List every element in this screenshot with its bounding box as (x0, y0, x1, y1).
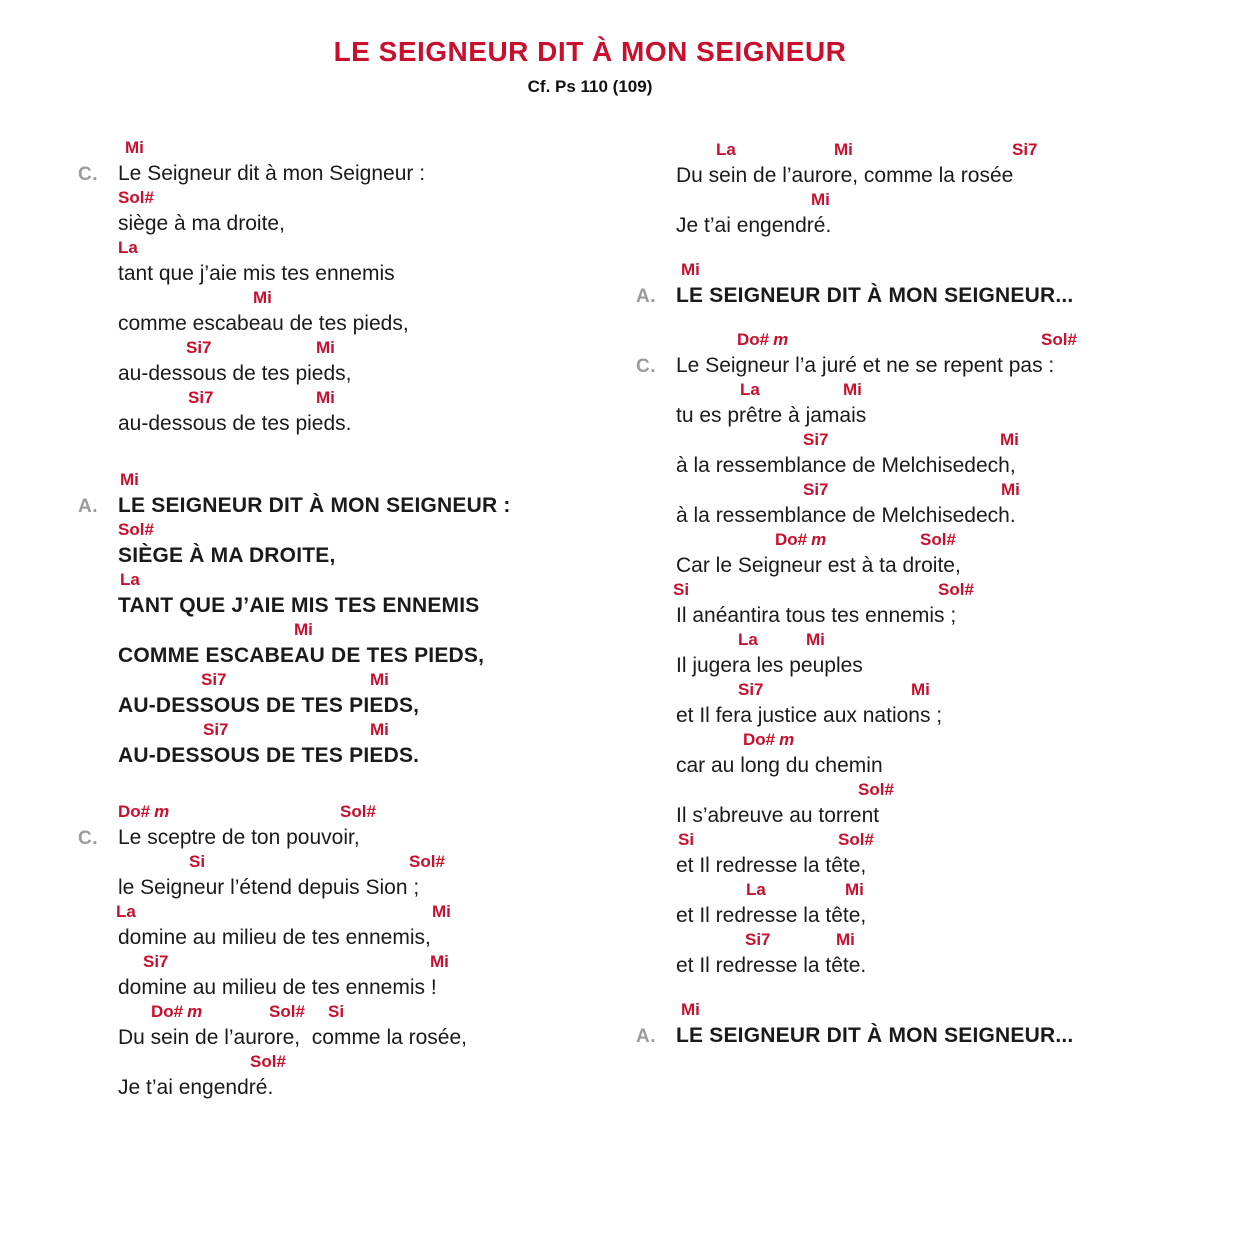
chord-lyric-pair (676, 728, 1073, 778)
chord-minor-suffix: m (187, 1002, 203, 1021)
lyric-row (118, 361, 511, 386)
lyric-row (118, 593, 511, 618)
song-column-right (636, 138, 1077, 1068)
chord-lyric-pair (78, 136, 511, 186)
chord-label: Mi (911, 680, 930, 699)
chord-lyric-pair (676, 478, 1073, 528)
chord-row (118, 950, 511, 975)
chord-label: La (740, 380, 760, 399)
chord-label: Si (678, 830, 695, 849)
chord-label: Mi (316, 388, 335, 407)
chord-label: Si7 (201, 670, 227, 689)
chord-row (118, 900, 511, 925)
chord-row (118, 1050, 511, 1075)
page-header (0, 36, 1180, 97)
chord-label: Sol# (118, 520, 154, 539)
lyric-row (78, 161, 511, 186)
lyric-row (118, 1075, 511, 1100)
lyric-line: et Il redresse la tête. (676, 954, 867, 977)
chord-minor-suffix: m (779, 730, 795, 749)
verse-stanza (676, 138, 1073, 238)
chord-label: Sol# (250, 1052, 286, 1071)
lyric-line: TANT QUE J’AIE MIS TES ENNEMIS (118, 594, 480, 617)
chord-lyric-pair (676, 928, 1073, 978)
lyric-row (676, 403, 1073, 428)
chord-label: La (738, 630, 758, 649)
chord-label: Si (673, 580, 690, 599)
page-subtitle: Cf. Ps 110 (109) (527, 77, 653, 96)
lyric-line: domine au milieu de tes ennemis, (118, 926, 431, 949)
lyric-line: SIÈGE À MA DROITE, (118, 544, 336, 567)
lyric-row (676, 603, 1073, 628)
chord-row (676, 828, 1073, 853)
lyric-line: LE SEIGNEUR DIT À MON SEIGNEUR : (118, 494, 511, 517)
lyric-line: Car le Seigneur est à ta droite, (676, 554, 961, 577)
chord-label: Si7 (188, 388, 214, 407)
lyric-line: tu es prêtre à jamais (676, 404, 867, 427)
lyric-row (118, 411, 511, 436)
lyric-line: Il s’abreuve au torrent (676, 804, 880, 827)
chord-label: Mi (845, 880, 864, 899)
chord-minor-suffix: m (773, 330, 789, 349)
lyric-line: Du sein de l’aurore, comme la rosée (676, 164, 1014, 187)
chord-row (676, 478, 1073, 503)
lyric-row (118, 543, 511, 568)
lyric-line: et Il fera justice aux nations ; (676, 704, 943, 727)
chord-label: Mi (1001, 480, 1020, 499)
lyric-row (118, 875, 511, 900)
lyric-line: Je t’ai engendré. (118, 1076, 274, 1099)
chord-label: Sol# (1041, 330, 1077, 349)
lyric-row (636, 353, 1073, 378)
lyric-line: COMME ESCABEAU DE TES PIEDS, (118, 644, 485, 667)
chord-label: La (120, 570, 140, 589)
chord-row (676, 138, 1073, 163)
lyric-line: Je t’ai engendré. (676, 214, 832, 237)
stanza-label: A. (636, 286, 656, 307)
chord-label: Mi (253, 288, 272, 307)
chord-row (676, 428, 1073, 453)
chord-row (676, 678, 1073, 703)
chord-row (118, 668, 511, 693)
chord-label: Do# m (775, 530, 827, 549)
chord-lyric-pair (636, 258, 1074, 308)
chord-label: Mi (120, 470, 139, 489)
chord-row (676, 378, 1073, 403)
chord-label: La (118, 238, 138, 257)
lyric-row (676, 653, 1073, 678)
chord-lyric-pair (676, 528, 1073, 578)
chord-label: Sol# (938, 580, 974, 599)
chord-lyric-pair (676, 828, 1073, 878)
chord-label: Mi (836, 930, 855, 949)
lyric-row (676, 853, 1073, 878)
stanza-label: A. (636, 1026, 656, 1047)
lyric-row (118, 211, 511, 236)
chord-row (118, 236, 511, 261)
chord-lyric-pair (676, 878, 1073, 928)
chord-label: La (746, 880, 766, 899)
chord-lyric-pair (118, 950, 511, 1000)
stanza-label: C. (78, 164, 98, 185)
chord-label: Si7 (143, 952, 169, 971)
chord-label: Mi (1000, 430, 1019, 449)
lyric-row (636, 283, 1074, 308)
lyric-row (118, 975, 511, 1000)
lyric-row (78, 493, 511, 518)
chord-label: Sol# (340, 802, 376, 821)
chord-row (676, 258, 1073, 283)
chord-label: Sol# (858, 780, 894, 799)
chord-row (676, 878, 1073, 903)
lyric-line: domine au milieu de tes ennemis ! (118, 976, 437, 999)
chord-lyric-pair (118, 1000, 511, 1050)
chord-row (118, 800, 511, 825)
chord-label: Do# m (118, 802, 170, 821)
stanza-label: C. (78, 828, 98, 849)
chord-row (118, 468, 511, 493)
lyric-row (676, 213, 1073, 238)
chord-row (676, 728, 1073, 753)
refrain-stanza (636, 258, 1074, 308)
lyric-line: à la ressemblance de Melchisedech, (676, 454, 1016, 477)
chord-lyric-pair (118, 900, 511, 950)
lyric-line: car au long du chemin (676, 754, 883, 777)
chord-label: Sol# (269, 1002, 305, 1021)
chord-lyric-pair (676, 188, 1073, 238)
chord-lyric-pair (676, 678, 1073, 728)
chord-lyric-pair (118, 386, 511, 436)
lyric-line: tant que j’aie mis tes ennemis (118, 262, 395, 285)
lyric-row (676, 703, 1073, 728)
chord-lyric-pair (78, 468, 511, 518)
lyric-row (676, 953, 1073, 978)
chord-label: Sol# (920, 530, 956, 549)
chord-minor-suffix: m (154, 802, 170, 821)
chord-label: Mi (843, 380, 862, 399)
verse-stanza (78, 800, 511, 1100)
chord-lyric-pair (118, 718, 511, 768)
chord-row (118, 518, 511, 543)
chord-row (118, 336, 511, 361)
chord-label: Si7 (745, 930, 771, 949)
lyric-row (118, 261, 511, 286)
lyric-line: LE SEIGNEUR DIT À MON SEIGNEUR... (676, 1024, 1074, 1047)
lyric-line: Le Seigneur l’a juré et ne se repent pas : (676, 354, 1055, 377)
chord-row (118, 568, 511, 593)
chord-label: Do# m (151, 1002, 203, 1021)
chord-label: La (116, 902, 136, 921)
chord-label: Mi (294, 620, 313, 639)
chord-label: Do# m (737, 330, 789, 349)
lyric-row (118, 643, 511, 668)
lyric-line: le Seigneur l’étend depuis Sion ; (118, 876, 420, 899)
song-column-left (78, 136, 511, 1132)
chord-lyric-pair (118, 850, 511, 900)
chord-row (118, 1000, 511, 1025)
chord-lyric-pair (673, 578, 1073, 628)
chord-row (676, 528, 1073, 553)
chord-label: Mi (806, 630, 825, 649)
chord-lyric-pair (676, 628, 1073, 678)
chord-label: Si7 (1012, 140, 1038, 159)
stanza-label: C. (636, 356, 656, 377)
chord-row (118, 386, 511, 411)
chord-row (673, 578, 1073, 603)
lyric-line: Du sein de l’aurore, comme la rosée, (118, 1026, 467, 1049)
chord-row (118, 850, 511, 875)
chord-label: Si7 (803, 430, 829, 449)
chord-label: Mi (811, 190, 830, 209)
chord-lyric-pair (118, 518, 511, 568)
chord-label: Mi (681, 1000, 700, 1019)
chord-row (118, 618, 511, 643)
lyric-row (78, 825, 511, 850)
chord-lyric-pair (78, 800, 511, 850)
lyric-line: et Il redresse la tête, (676, 904, 867, 927)
lyric-row (676, 453, 1073, 478)
lyric-line: Il jugera les peuples (676, 654, 863, 677)
chord-row (676, 998, 1073, 1023)
lyric-row (636, 1023, 1074, 1048)
chord-label: La (716, 140, 736, 159)
lyric-row (676, 163, 1073, 188)
chord-label: Mi (681, 260, 700, 279)
page-title: LE SEIGNEUR DIT À MON SEIGNEUR (333, 36, 847, 67)
lyric-line: Le Seigneur dit à mon Seigneur : (118, 162, 426, 185)
chord-minor-suffix: m (811, 530, 827, 549)
chord-row (118, 136, 511, 161)
refrain-stanza (78, 468, 511, 768)
chord-row (676, 188, 1073, 213)
chord-label: Mi (432, 902, 451, 921)
verse-stanza (636, 328, 1077, 978)
lyric-row (118, 693, 511, 718)
chord-label: Mi (125, 138, 144, 157)
chord-label: Mi (316, 338, 335, 357)
chord-label: Si7 (203, 720, 229, 739)
chord-label: Mi (370, 720, 389, 739)
chord-lyric-pair (676, 378, 1073, 428)
chord-lyric-pair (118, 668, 511, 718)
lyric-line: Il anéantira tous tes ennemis ; (676, 604, 957, 627)
stanza-label: A. (78, 496, 98, 517)
chord-lyric-pair (676, 138, 1073, 188)
chord-label: Mi (834, 140, 853, 159)
chord-lyric-pair (118, 1050, 511, 1100)
chord-label: Si7 (738, 680, 764, 699)
chord-label: Mi (430, 952, 449, 971)
lyric-row (676, 903, 1073, 928)
chord-lyric-pair (118, 286, 511, 336)
chord-label: Si (328, 1002, 345, 1021)
chord-label: Sol# (838, 830, 874, 849)
lyric-line: siège à ma droite, (118, 212, 285, 235)
chord-lyric-pair (636, 328, 1077, 378)
lyric-line: Le sceptre de ton pouvoir, (118, 826, 360, 849)
lyric-row (676, 803, 1073, 828)
lyric-row (118, 743, 511, 768)
chord-lyric-pair (118, 336, 511, 386)
lyric-line: au-dessous de tes pieds, (118, 362, 352, 385)
chord-label: Si7 (803, 480, 829, 499)
refrain-stanza (636, 998, 1074, 1048)
chord-lyric-pair (636, 998, 1074, 1048)
lyric-line: et Il redresse la tête, (676, 854, 867, 877)
lyric-line: à la ressemblance de Melchisedech. (676, 504, 1016, 527)
chord-row (118, 718, 511, 743)
lyric-line: au-dessous de tes pieds. (118, 412, 352, 435)
lyric-line: AU-DESSOUS DE TES PIEDS, (118, 694, 420, 717)
chord-lyric-pair (676, 428, 1073, 478)
chord-label: Sol# (409, 852, 445, 871)
chord-row (676, 328, 1077, 353)
chord-lyric-pair (118, 568, 511, 618)
chord-label: Si (189, 852, 206, 871)
lyric-row (118, 311, 511, 336)
verse-stanza (78, 136, 511, 436)
lyric-row (676, 553, 1073, 578)
chord-label: Do# m (743, 730, 795, 749)
chord-row (118, 286, 511, 311)
lyric-line: AU-DESSOUS DE TES PIEDS. (118, 744, 420, 767)
lyric-line: comme escabeau de tes pieds, (118, 312, 409, 335)
chord-row (676, 628, 1073, 653)
chord-label: Si7 (186, 338, 212, 357)
lyric-row (676, 503, 1073, 528)
chord-label: Mi (370, 670, 389, 689)
chord-lyric-pair (676, 778, 1073, 828)
chord-row (676, 778, 1073, 803)
lyric-row (118, 1025, 511, 1050)
lyric-line: LE SEIGNEUR DIT À MON SEIGNEUR... (676, 284, 1074, 307)
chord-lyric-pair (118, 186, 511, 236)
chord-lyric-pair (118, 236, 511, 286)
chord-row (118, 186, 511, 211)
chord-lyric-pair (118, 618, 511, 668)
chord-row (676, 928, 1073, 953)
lyric-row (676, 753, 1073, 778)
lyric-row (118, 925, 511, 950)
chord-label: Sol# (118, 188, 154, 207)
